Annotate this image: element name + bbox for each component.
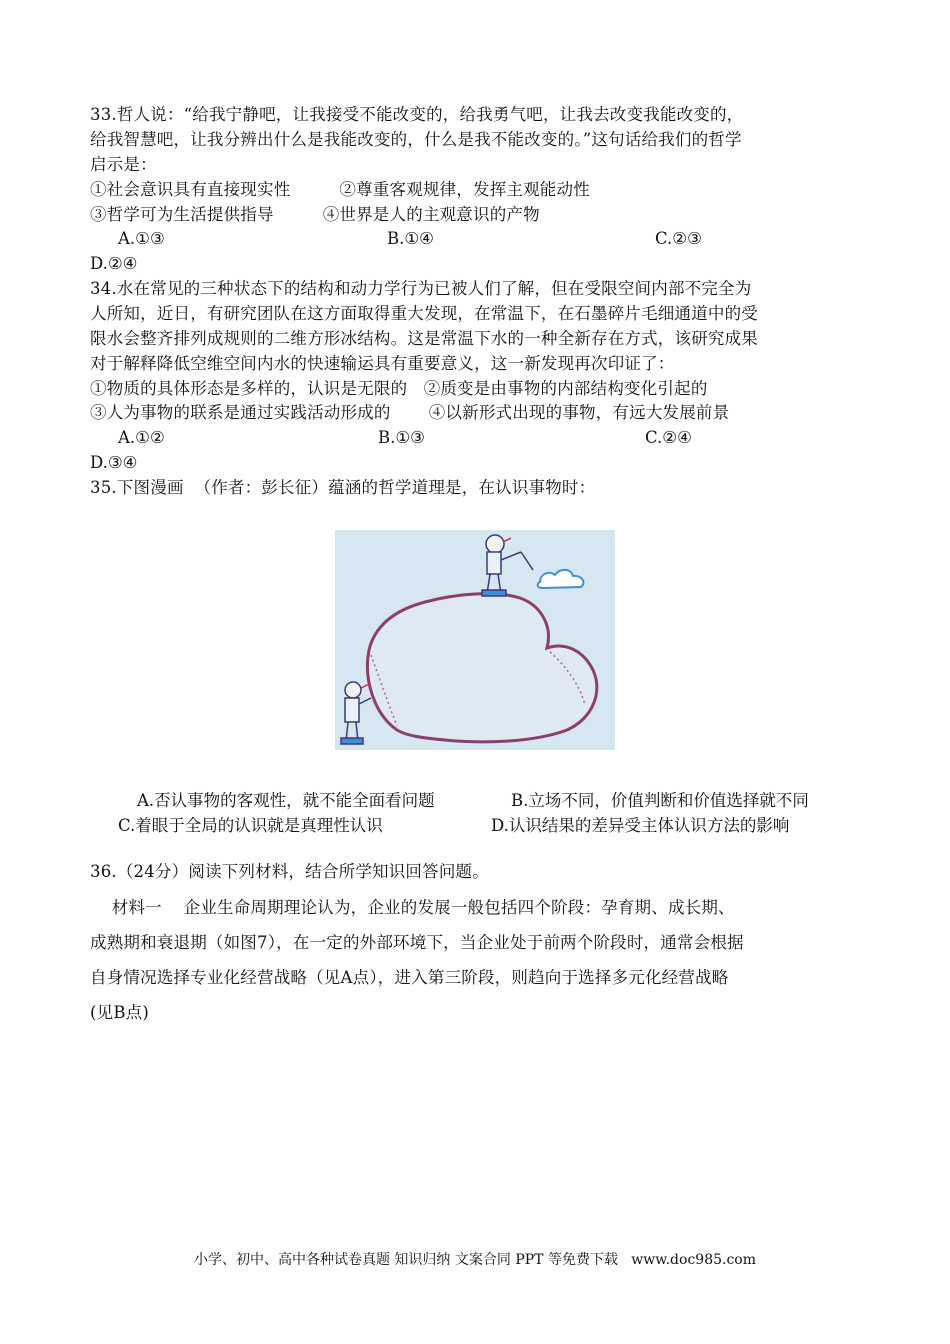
heart-rock-shape — [367, 594, 596, 742]
q36-material-line-3: 自身情况选择专业化经营战略（见A点），进入第三阶段，则趋向于选择多元化经营战略 — [90, 968, 729, 987]
q33-item-line-2: ③哲学可为生活提供指导 ④世界是人的主观意识的产物 — [90, 205, 540, 224]
q36-stem: 36.（24分）阅读下列材料，结合所学知识回答问题。 — [90, 862, 489, 881]
q34-option-b: B.①③ — [378, 428, 425, 447]
q33-option-d: D.②④ — [90, 254, 138, 273]
q34-stem-line-1: 34.水在常见的三种状态下的结构和动力学行为已被人们了解，但在受限空间内部不完全为 — [90, 279, 752, 298]
q34-stem-line-4: 对于解释降低空维空间内水的快速输运具有重要意义，这一新发现再次印证了： — [90, 354, 675, 373]
q36-material-line-1: 材料一 企业生命周期理论认为，企业的发展一般包括四个阶段：孕育期、成长期、 — [90, 898, 735, 917]
cloud-drawing — [538, 570, 584, 588]
q35-option-d: D.认识结果的差异受主体认识方法的影响 — [491, 816, 790, 835]
q33-option-b: B.①④ — [387, 229, 434, 248]
q35-option-c: C.着眼于全局的认识就是真理性认识 — [118, 816, 383, 835]
figure-on-top — [482, 535, 533, 596]
q34-stem-line-3: 限水会整齐排列成规则的二维方形冰结构。这是常温下水的一种全新存在方式，该研究成果 — [90, 329, 758, 348]
q35-option-a: A.否认事物的客观性，就不能全面看问题 — [137, 791, 435, 810]
page-footer: 小学、初中、高中各种试卷真题 知识归纳 文案合同 PPT 等免费下载 www.doc985.com — [193, 1252, 756, 1268]
q35-stem: 35.下图漫画 （作者：彭长征）蕴涵的哲学道理是，在认识事物时： — [90, 478, 596, 497]
cartoon-image — [335, 530, 615, 750]
q34-stem-line-2: 人所知，近日，有研究团队在这方面取得重大发现，在常温下，在石墨碎片毛细通道中的受 — [90, 304, 758, 323]
q34-option-a: A.①② — [118, 428, 165, 447]
q33-stem-line-2: 给我智慧吧，让我分辨出什么是我能改变的，什么是我不能改变的。”这句话给我们的哲学 — [90, 130, 742, 149]
q33-stem-line-3: 启示是： — [90, 155, 157, 174]
q34-option-c: C.②④ — [645, 428, 692, 447]
q35-option-b: B.立场不同，价值判断和价值选择就不同 — [511, 791, 809, 810]
q33-option-c: C.②③ — [655, 229, 702, 248]
q33-option-a: A.①③ — [118, 229, 165, 248]
q33-item-line-1: ①社会意识具有直接现实性 ②尊重客观规律，发挥主观能动性 — [90, 180, 590, 199]
q34-item-line-1: ①物质的具体形态是多样的，认识是无限的 ②质变是由事物的内部结构变化引起的 — [90, 379, 708, 398]
q34-item-line-2: ③人为事物的联系是通过实践活动形成的 ④以新形式出现的事物，有远大发展前景 — [90, 403, 730, 422]
figure-at-bottom — [341, 682, 371, 744]
q33-stem-line-1: 33.哲人说：“给我宁静吧，让我接受不能改变的，给我勇气吧，让我去改变我能改变的， — [90, 105, 744, 124]
q36-material-line-4: (见B点) — [90, 1003, 149, 1022]
q34-option-d: D.③④ — [90, 453, 138, 472]
q36-material-line-2: 成熟期和衰退期（如图7），在一定的外部环境下，当企业处于前两个阶段时，通常会根据 — [90, 933, 744, 952]
